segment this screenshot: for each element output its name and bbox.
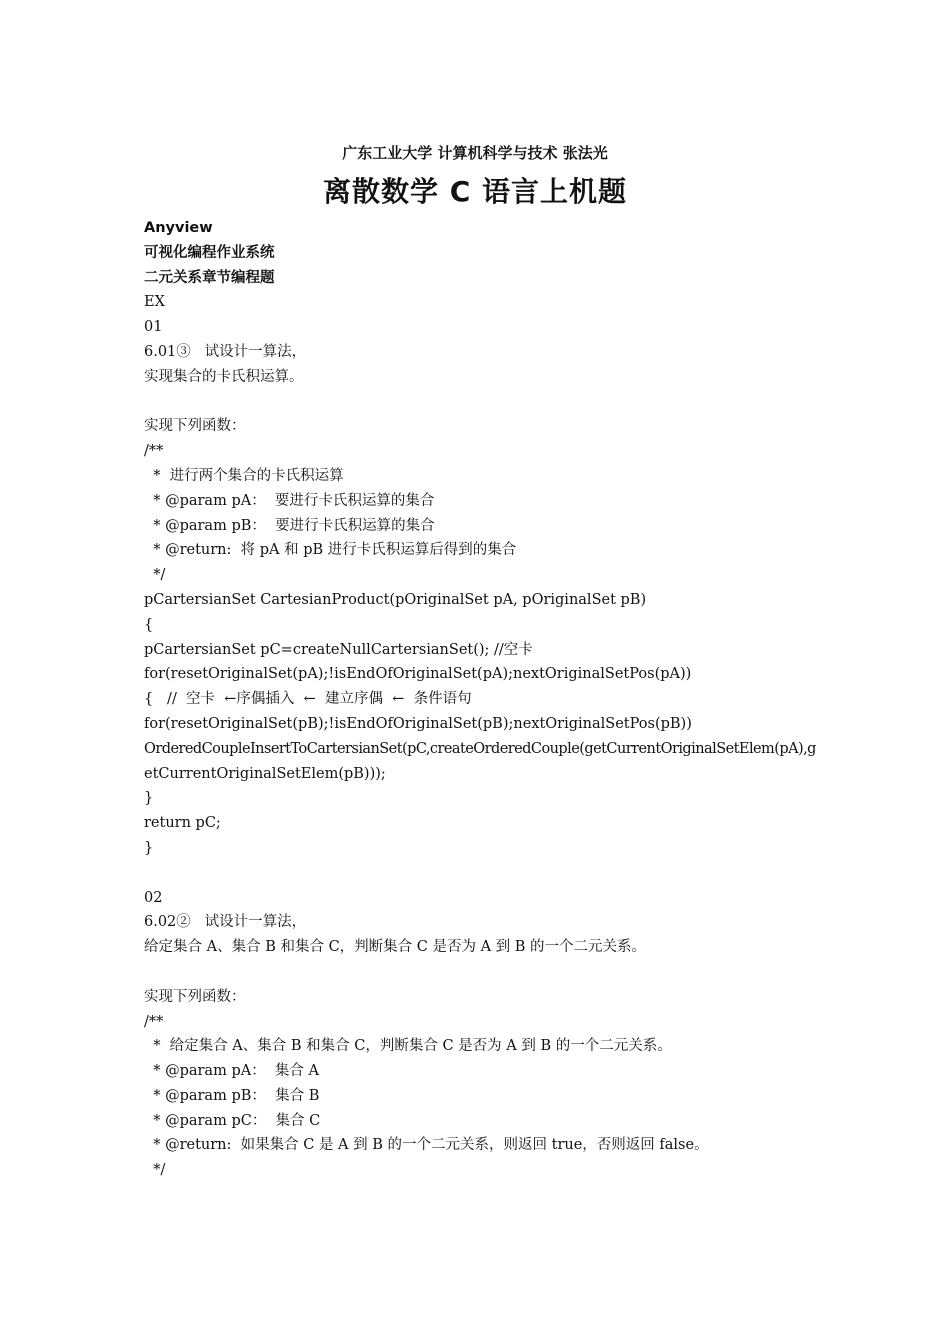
text-line: { // 空卡 ←序偶插入 ← 建立序偶 ← 条件语句 xyxy=(144,691,472,708)
document-subtitle: 广东工业大学 计算机科学与技术 张法光 xyxy=(342,144,608,162)
text-line: } xyxy=(144,790,154,807)
text-line: * 给定集合 A、集合 B 和集合 C，判断集合 C 是否为 A 到 B 的一个二元关系。 xyxy=(144,1038,672,1055)
text-line: * @param pA： 要进行卡氏积运算的集合 xyxy=(144,492,435,509)
text-line: for(resetOriginalSet(pB);!isEndOfOriginalSet(pB);nextOriginalSetPos(pB)) xyxy=(144,715,692,732)
text-line: pCartersianSet CartesianProduct(pOriginalSet pA, pOriginalSet pB) xyxy=(144,591,647,608)
text-line: 6.01③ 试设计一算法， xyxy=(144,343,307,360)
text-line: } xyxy=(144,839,154,856)
text-line: OrderedCoupleInsertToCartersianSet(pC,createOrderedCouple(getCurrentOriginalSetElem(pA),g xyxy=(144,740,816,757)
text-line: EX xyxy=(144,294,165,311)
text-line: 实现集合的卡氏积运算。 xyxy=(144,368,304,385)
text-line: 给定集合 A、集合 B 和集合 C，判断集合 C 是否为 A 到 B 的一个二元关系。 xyxy=(144,939,647,956)
text-line: * 进行两个集合的卡氏积运算 xyxy=(144,467,344,484)
text-line: etCurrentOriginalSetElem(pB))); xyxy=(144,765,386,782)
document-title: 离散数学 C 语言上机题 xyxy=(322,175,628,208)
text-line: 实现下列函数： xyxy=(144,418,246,435)
text-line xyxy=(144,390,824,415)
text-line: { xyxy=(144,616,154,633)
text-line: */ xyxy=(144,567,166,584)
text-line: * @param pC： 集合 C xyxy=(144,1112,321,1129)
document-body xyxy=(144,216,824,1183)
text-line xyxy=(144,960,824,985)
text-line: * @return: 如果集合 C 是 A 到 B 的一个二元关系，则返回 true，否则返回 false。 xyxy=(144,1137,709,1154)
text-line: * @param pA： 集合 A xyxy=(144,1063,319,1080)
text-line: for(resetOriginalSet(pA);!isEndOfOriginalSet(pA);nextOriginalSetPos(pA)) xyxy=(144,666,692,683)
text-line: /** xyxy=(144,443,164,460)
text-line: * @return: 将 pA 和 pB 进行卡氏积运算后得到的集合 xyxy=(144,542,517,559)
text-line: 二元关系章节编程题 xyxy=(144,269,275,286)
text-line: */ xyxy=(144,1162,166,1179)
text-line: 可视化编程作业系统 xyxy=(144,244,275,261)
text-line: 02 xyxy=(144,889,163,906)
text-line: return pC; xyxy=(144,815,221,832)
text-line: 01 xyxy=(144,319,163,336)
text-line: * @param pB： 集合 B xyxy=(144,1087,320,1104)
text-line: pCartersianSet pC=createNullCartersianSet(); //空卡 xyxy=(144,641,533,658)
text-line: * @param pB： 要进行卡氏积运算的集合 xyxy=(144,517,435,534)
text-line: 6.02② 试设计一算法， xyxy=(144,914,307,931)
text-line: Anyview xyxy=(144,220,213,236)
text-line: /** xyxy=(144,1013,164,1030)
text-line xyxy=(144,861,824,886)
text-line: 实现下列函数： xyxy=(144,988,246,1005)
